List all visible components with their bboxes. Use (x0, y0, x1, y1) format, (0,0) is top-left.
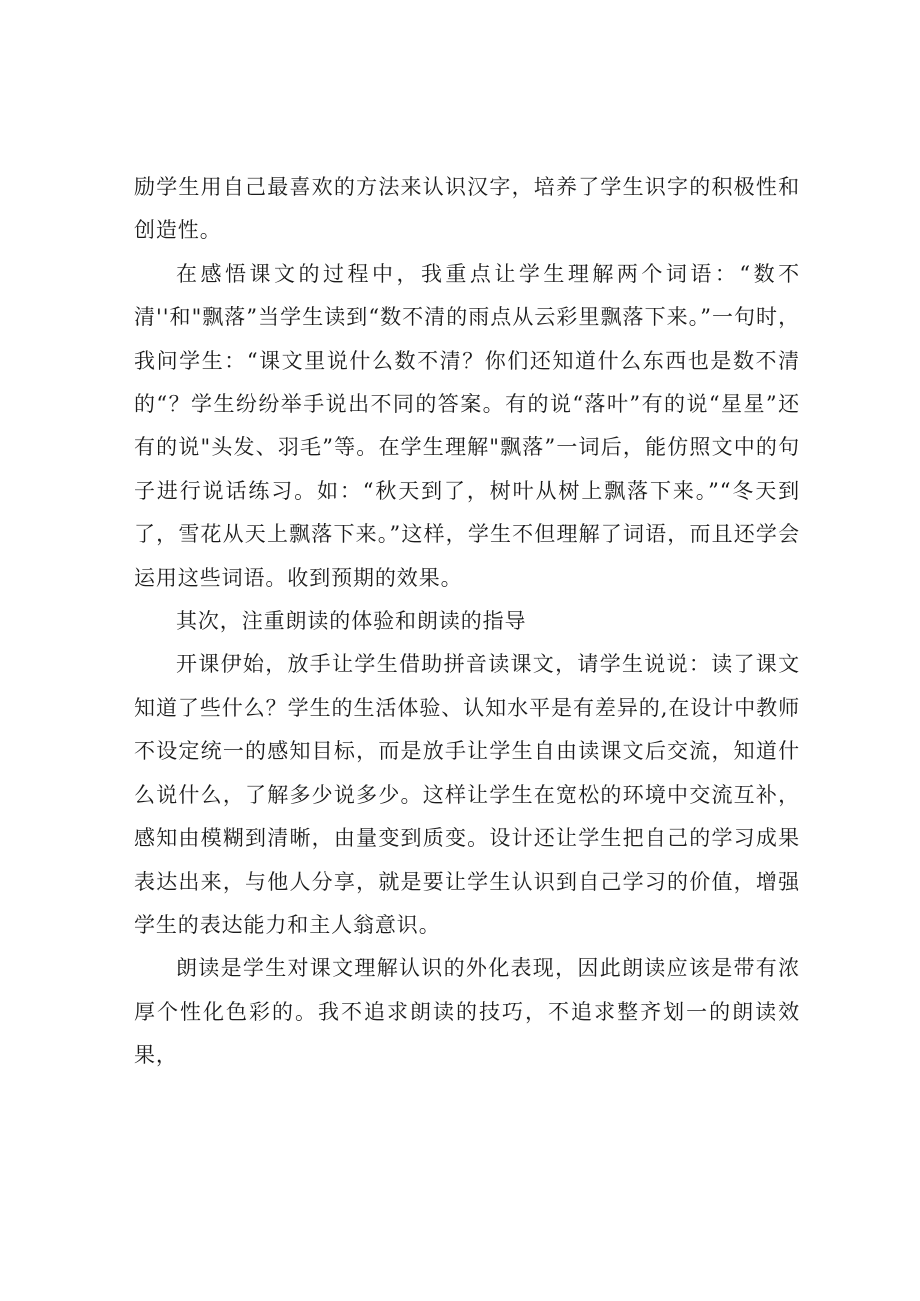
paragraph-3: 其次，注重朗读的体验和朗读的指导 (176, 609, 527, 634)
body-text (134, 166, 800, 1078)
paragraph-2: 在感悟课文的过程中，我重点让学生理解两个词语：“数不清''和"飘落”当学生读到“数不清的雨点从云彩里飘落下来。”一句时，我问学生：“课文里说什么数不清？你们还知道什么东西也是数不清的“？学生纷纷举手说出不同的答案。有的说“落叶”有的说“星星”还有的说"头发、羽毛”等。在学生理解"飘落”一词后，能仿照文中的句子进行说话练习。如：“秋天到了，树叶从树上飘落下来。”“冬天到了，雪花从天上飘落下来。”这样，学生不但理解了词语，而且还学会运用这些词语。收到预期的效果。 (134, 261, 800, 590)
paragraph-5: 朗读是学生对课文理解认识的外化表现，因此朗读应该是带有浓厚个性化色彩的。我不追求朗读的技巧，不追求整齐划一的朗读效果， (134, 956, 800, 1068)
paragraph-4: 开课伊始，放手让学生借助拼音读课文，请学生说说：读了课文知道了些什么？学生的生活体验、认知水平是有差异的,在设计中教师不设定统一的感知目标，而是放手让学生自由读课文后交流，知道什么说什么，了解多少说多少。这样让学生在宽松的环境中交流互补，感知由模糊到清晰，由量变到质变。设计还让学生把自己的学习成果表达出来，与他人分享，就是要让学生认识到自己学习的价值，增强学生的表达能力和主人翁意识。 (134, 652, 800, 937)
paragraph-1: 励学生用自己最喜欢的方法来认识汉字，培养了学生识字的积极性和创造性。 (134, 175, 800, 243)
